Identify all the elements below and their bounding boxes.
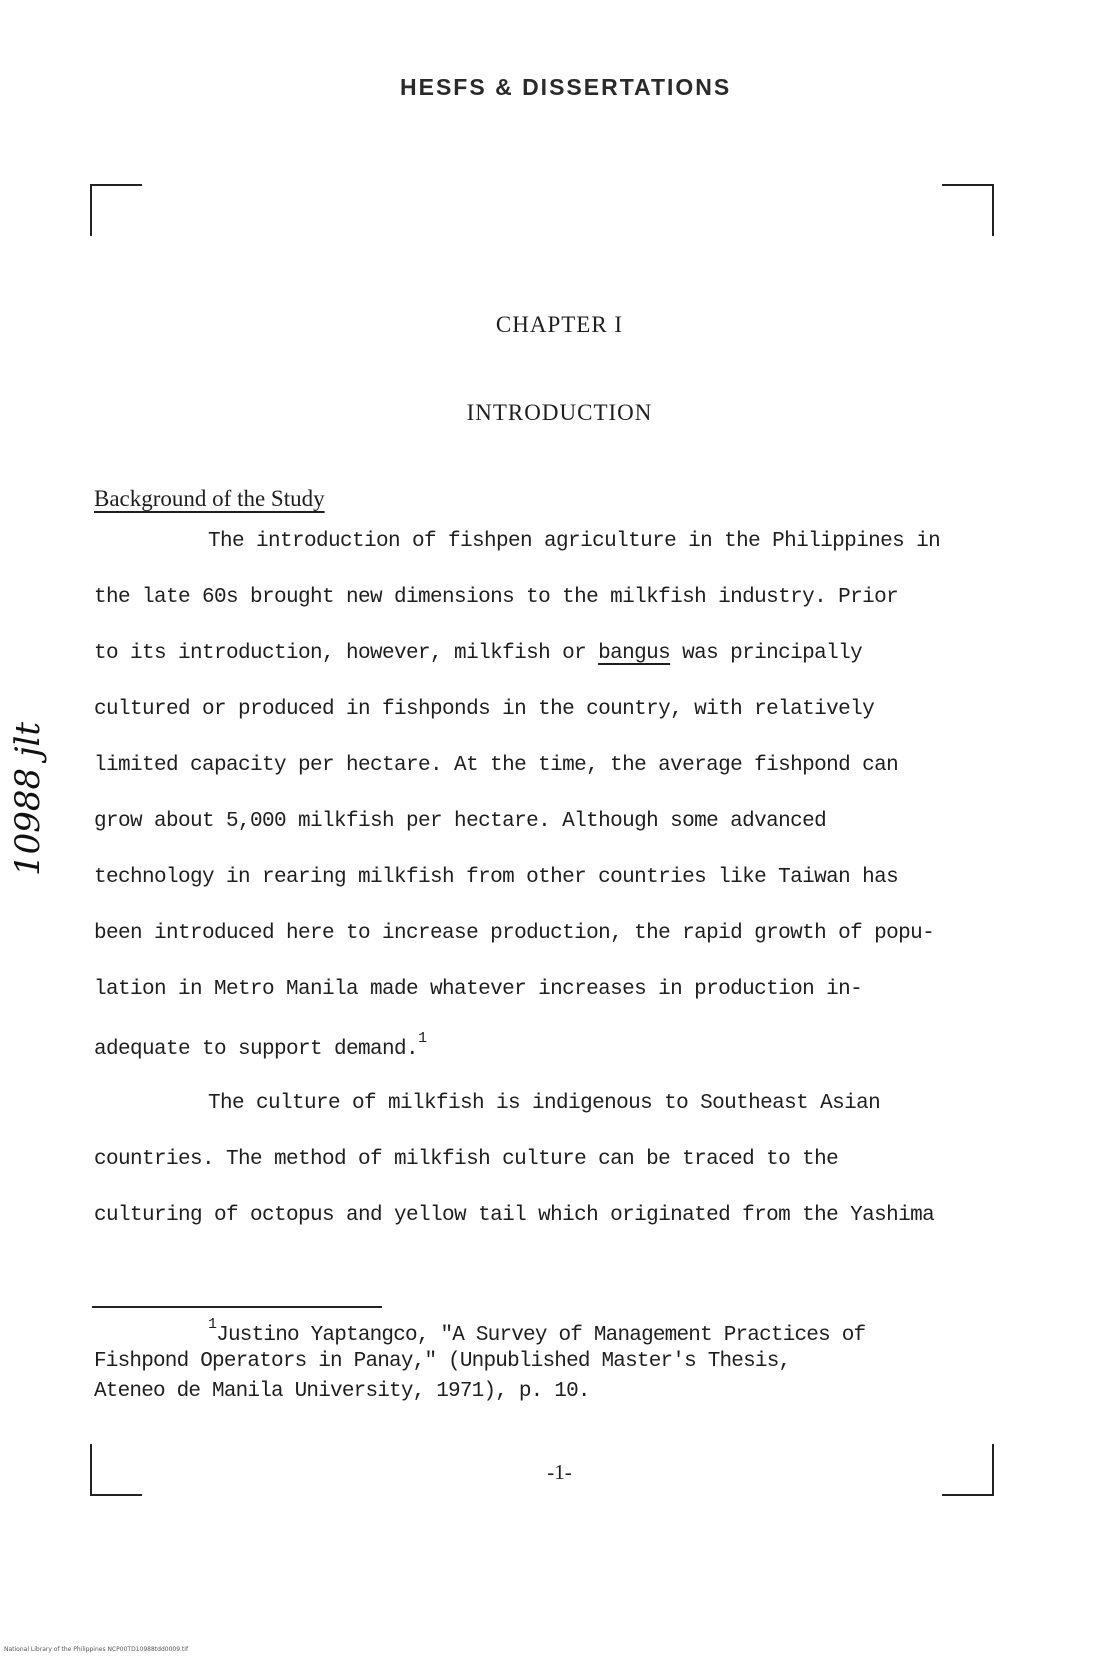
p1-line-7: technology in rearing milkfish from other countries like Taiwan has (94, 866, 899, 889)
p1-line-4: cultured or produced in fishponds in the country, with relatively (94, 698, 875, 721)
collection-stamp: HESFS & DISSERTATIONS (400, 74, 732, 100)
footnote-reference: 1 (418, 1030, 427, 1047)
p1-line-3-start: to its introduction, however, milkfish or (94, 642, 587, 665)
page-number: -1- (547, 1460, 572, 1484)
p1-line-5: limited capacity per hectare. At the time, the average fishpond can (94, 754, 899, 777)
p1-line-3-end: was principally (682, 642, 863, 665)
footnote-line-1-text: Justino Yaptangco, "A Survey of Management Practices of (216, 1324, 866, 1347)
p2-line-2: countries. The method of milkfish culture can be traced to the (94, 1148, 839, 1171)
p1-line-8: been introduced here to increase production, the rapid growth of popu- (94, 922, 935, 945)
crop-mark-top-right (942, 184, 994, 236)
chapter-label: CHAPTER I (495, 312, 624, 337)
chapter-title: INTRODUCTION (466, 400, 653, 425)
p1-line-6: grow about 5,000 milkfish per hectare. Although some advanced (94, 810, 827, 833)
footnote-rule (92, 1306, 382, 1308)
crop-mark-top-left (90, 184, 142, 236)
footnote-line-3: Ateneo de Manila University, 1971), p. 10. (94, 1380, 590, 1403)
scan-footer: National Library of the Philippines NCP00TD10988tdd0009.tif (4, 1646, 189, 1653)
footnote-line-1 (208, 1316, 866, 1347)
p1-line-1: The introduction of fishpen agriculture in the Philippines in (208, 530, 941, 553)
section-heading: Background of the Study (94, 486, 325, 511)
p1-line-10-text: adequate to support demand. (94, 1038, 419, 1061)
p1-line-2: the late 60s brought new dimensions to the milkfish industry. Prior (94, 586, 899, 609)
footnote-marker: 1 (208, 1316, 217, 1333)
handwritten-margin-note: 10988 jlt (8, 721, 48, 876)
footnote-line-2: Fishpond Operators in Panay," (Unpublished Master's Thesis, (94, 1350, 791, 1373)
p2-line-3: culturing of octopus and yellow tail which originated from the Yashima (94, 1204, 935, 1227)
term-bangus: bangus (598, 642, 671, 665)
p1-line-9: lation in Metro Manila made whatever increases in production in- (94, 978, 863, 1001)
p1-line-10 (94, 1030, 427, 1061)
p2-line-1: The culture of milkfish is indigenous to Southeast Asian (208, 1092, 881, 1115)
p1-line-3 (94, 642, 862, 665)
